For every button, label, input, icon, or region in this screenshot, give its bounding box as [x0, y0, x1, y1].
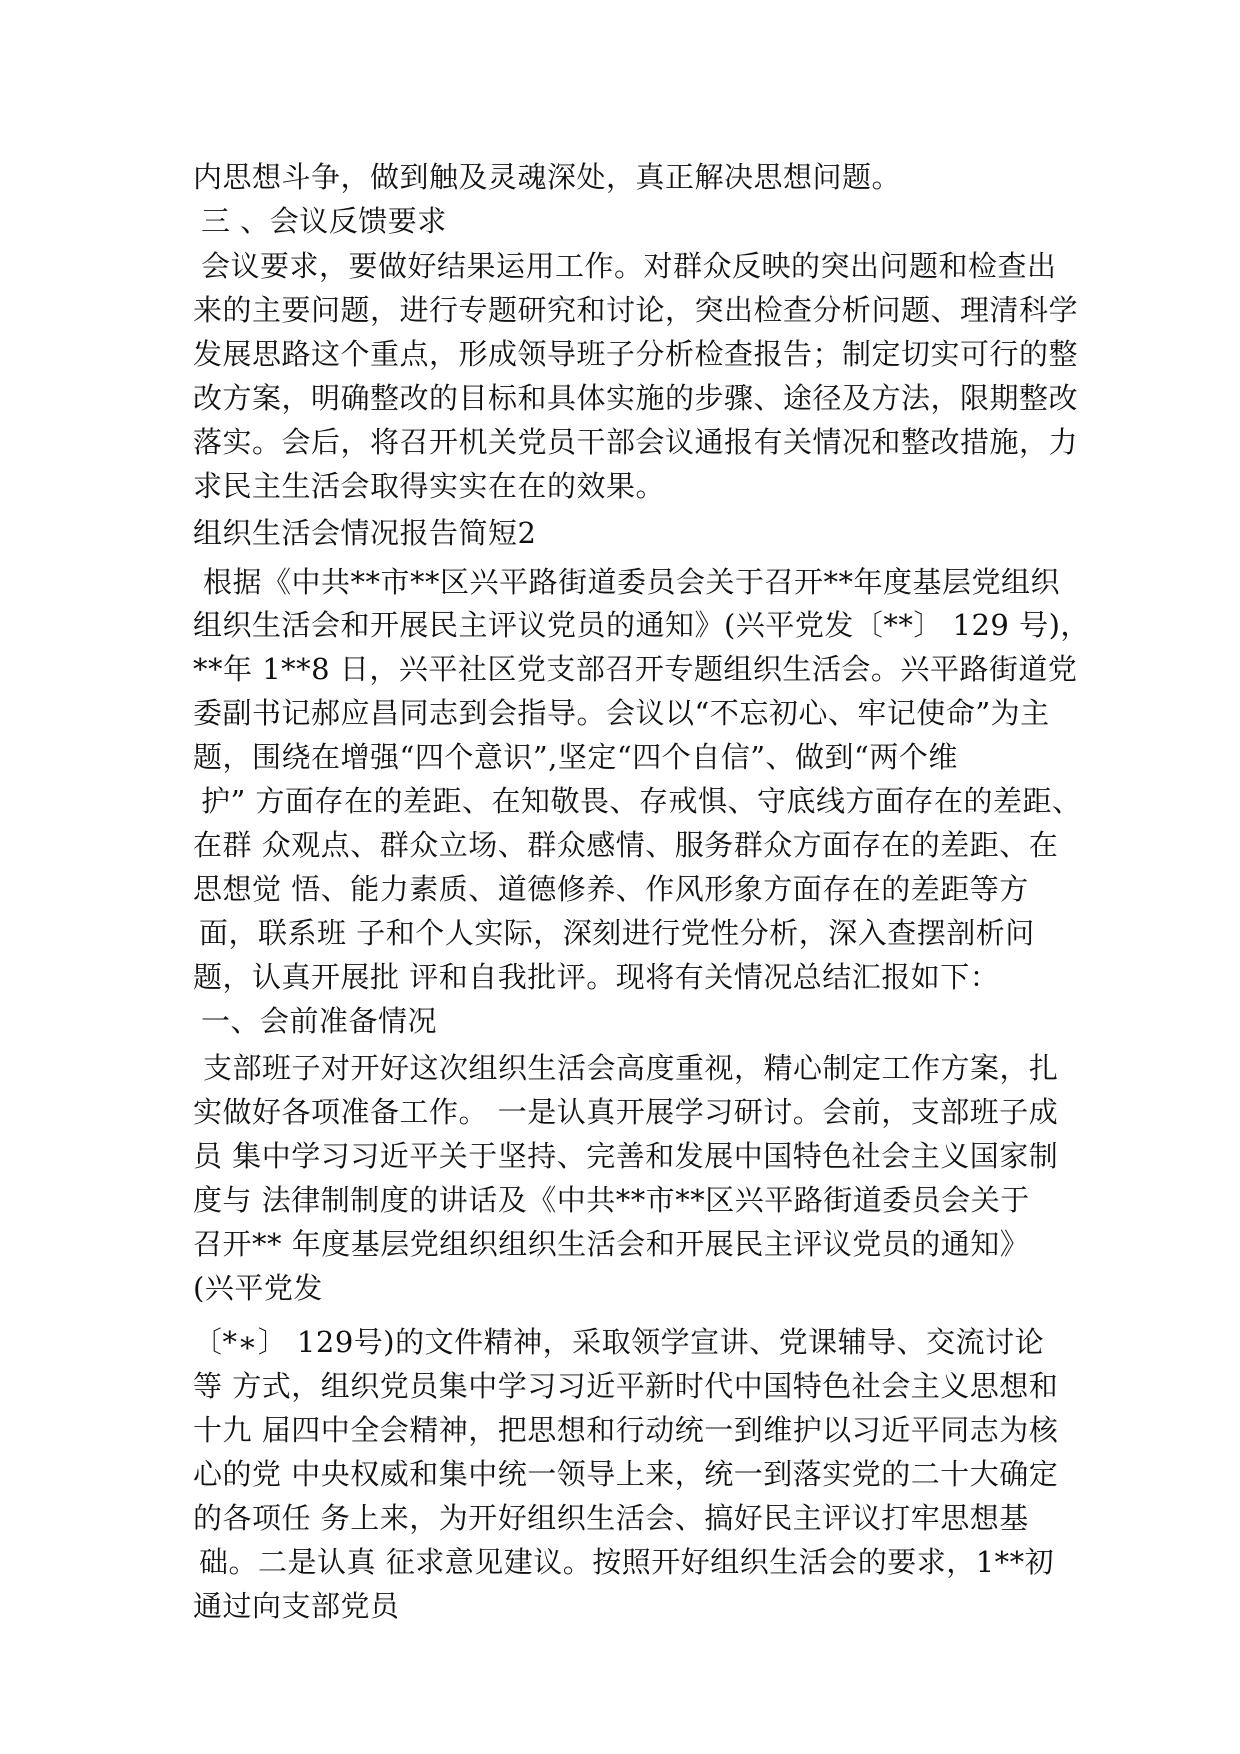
body-line: 在群 众观点、群众立场、群众感情、服务群众方面存在的差距、在: [193, 828, 1059, 862]
body-line: 的各项任 务上来，为开好组织生活会、搞好民主评议打牢思想基: [193, 1501, 1029, 1535]
body-line: 根据《中共**市**区兴平路街道委员会关于召开**年度基层党组织: [203, 565, 1061, 599]
body-line: 内思想斗争，做到触及灵魂深处，真正解决思想问题。: [193, 160, 902, 194]
body-line: 〔*∗〕 129号)的文件精神，采取领学宣讲、党课辅导、交流讨论: [193, 1325, 1045, 1359]
body-line: 支部班子对开好这次组织生活会高度重视，精心制定工作方案，扎: [203, 1051, 1059, 1085]
body-line: 心的党 中央权威和集中统一领导上来，统一到落实党的二十大确定: [193, 1457, 1059, 1491]
body-line: 员 集中学习习近平关于坚持、完善和发展中国特色社会主义国家制: [193, 1139, 1059, 1173]
body-line: 来的主要问题，进行专题研究和讨论，突出检查分析问题、理清科学: [193, 293, 1079, 327]
body-line: 护” 方面存在的差距、在知敬畏、存戒惧、守底线方面存在的差距、: [201, 784, 1082, 818]
body-line: 思想觉 悟、能力素质、道德修养、作风形象方面存在的差距等方: [193, 872, 1029, 906]
body-line: 题，围绕在增强“四个意识”,坚定“四个自信”、做到“两个维: [193, 740, 958, 774]
report-title: 组织生活会情况报告简短2: [193, 516, 537, 550]
body-line: 面，联系班 子和个人实际，深刻进行党性分析，深入查摆剖析问: [199, 916, 1035, 950]
body-line: 等 方式，组织党员集中学习习近平新时代中国特色社会主义思想和: [193, 1369, 1059, 1403]
body-line: **年 1**8 日，兴平社区党支部召开专题组织生活会。兴平路街道党: [193, 652, 1078, 686]
body-line: (兴平党发: [193, 1271, 323, 1305]
section-heading: 三 、会议反馈要求: [201, 204, 447, 238]
body-line: 十九 届四中全会精神，把思想和行动统一到维护以习近平同志为核: [193, 1413, 1059, 1447]
body-line: 组织生活会和开展民主评议党员的通知》(兴平党发〔**〕 129 号)，: [193, 608, 1090, 642]
section-heading: 一、会前准备情况: [201, 1004, 438, 1038]
body-line: 求民主生活会取得实实在在的效果。: [193, 469, 666, 503]
body-line: 委副书记郝应昌同志到会指导。会议以“不忘初心、牢记使命”为主: [193, 696, 1050, 730]
body-line: 实做好各项准备工作。 一是认真开展学习研讨。会前，支部班子成: [193, 1095, 1059, 1129]
body-line: 会议要求，要做好结果运用工作。对群众反映的突出问题和检查出: [201, 249, 1057, 283]
body-line: 改方案，明确整改的目标和具体实施的步骤、途径及方法，限期整改: [193, 381, 1079, 415]
body-line: 础。二是认真 征求意见建议。按照开好组织生活会的要求，1**初: [199, 1545, 1055, 1579]
body-line: 落实。会后，将召开机关党员干部会议通报有关情况和整改措施，力: [193, 425, 1079, 459]
body-line: 度与 法律制制度的讲话及《中共**市**区兴平路街道委员会关于: [193, 1183, 1030, 1217]
body-line: 通过向支部党员: [193, 1589, 400, 1623]
body-line: 发展思路这个重点，形成领导班子分析检查报告；制定切实可行的整: [193, 337, 1079, 371]
body-line: 题，认真开展批 评和自我批评。现将有关情况总结汇报如下：: [193, 960, 1000, 994]
body-line: 召开** 年度基层党组织组织生活会和开展民主评议党员的通知》: [193, 1227, 1030, 1261]
